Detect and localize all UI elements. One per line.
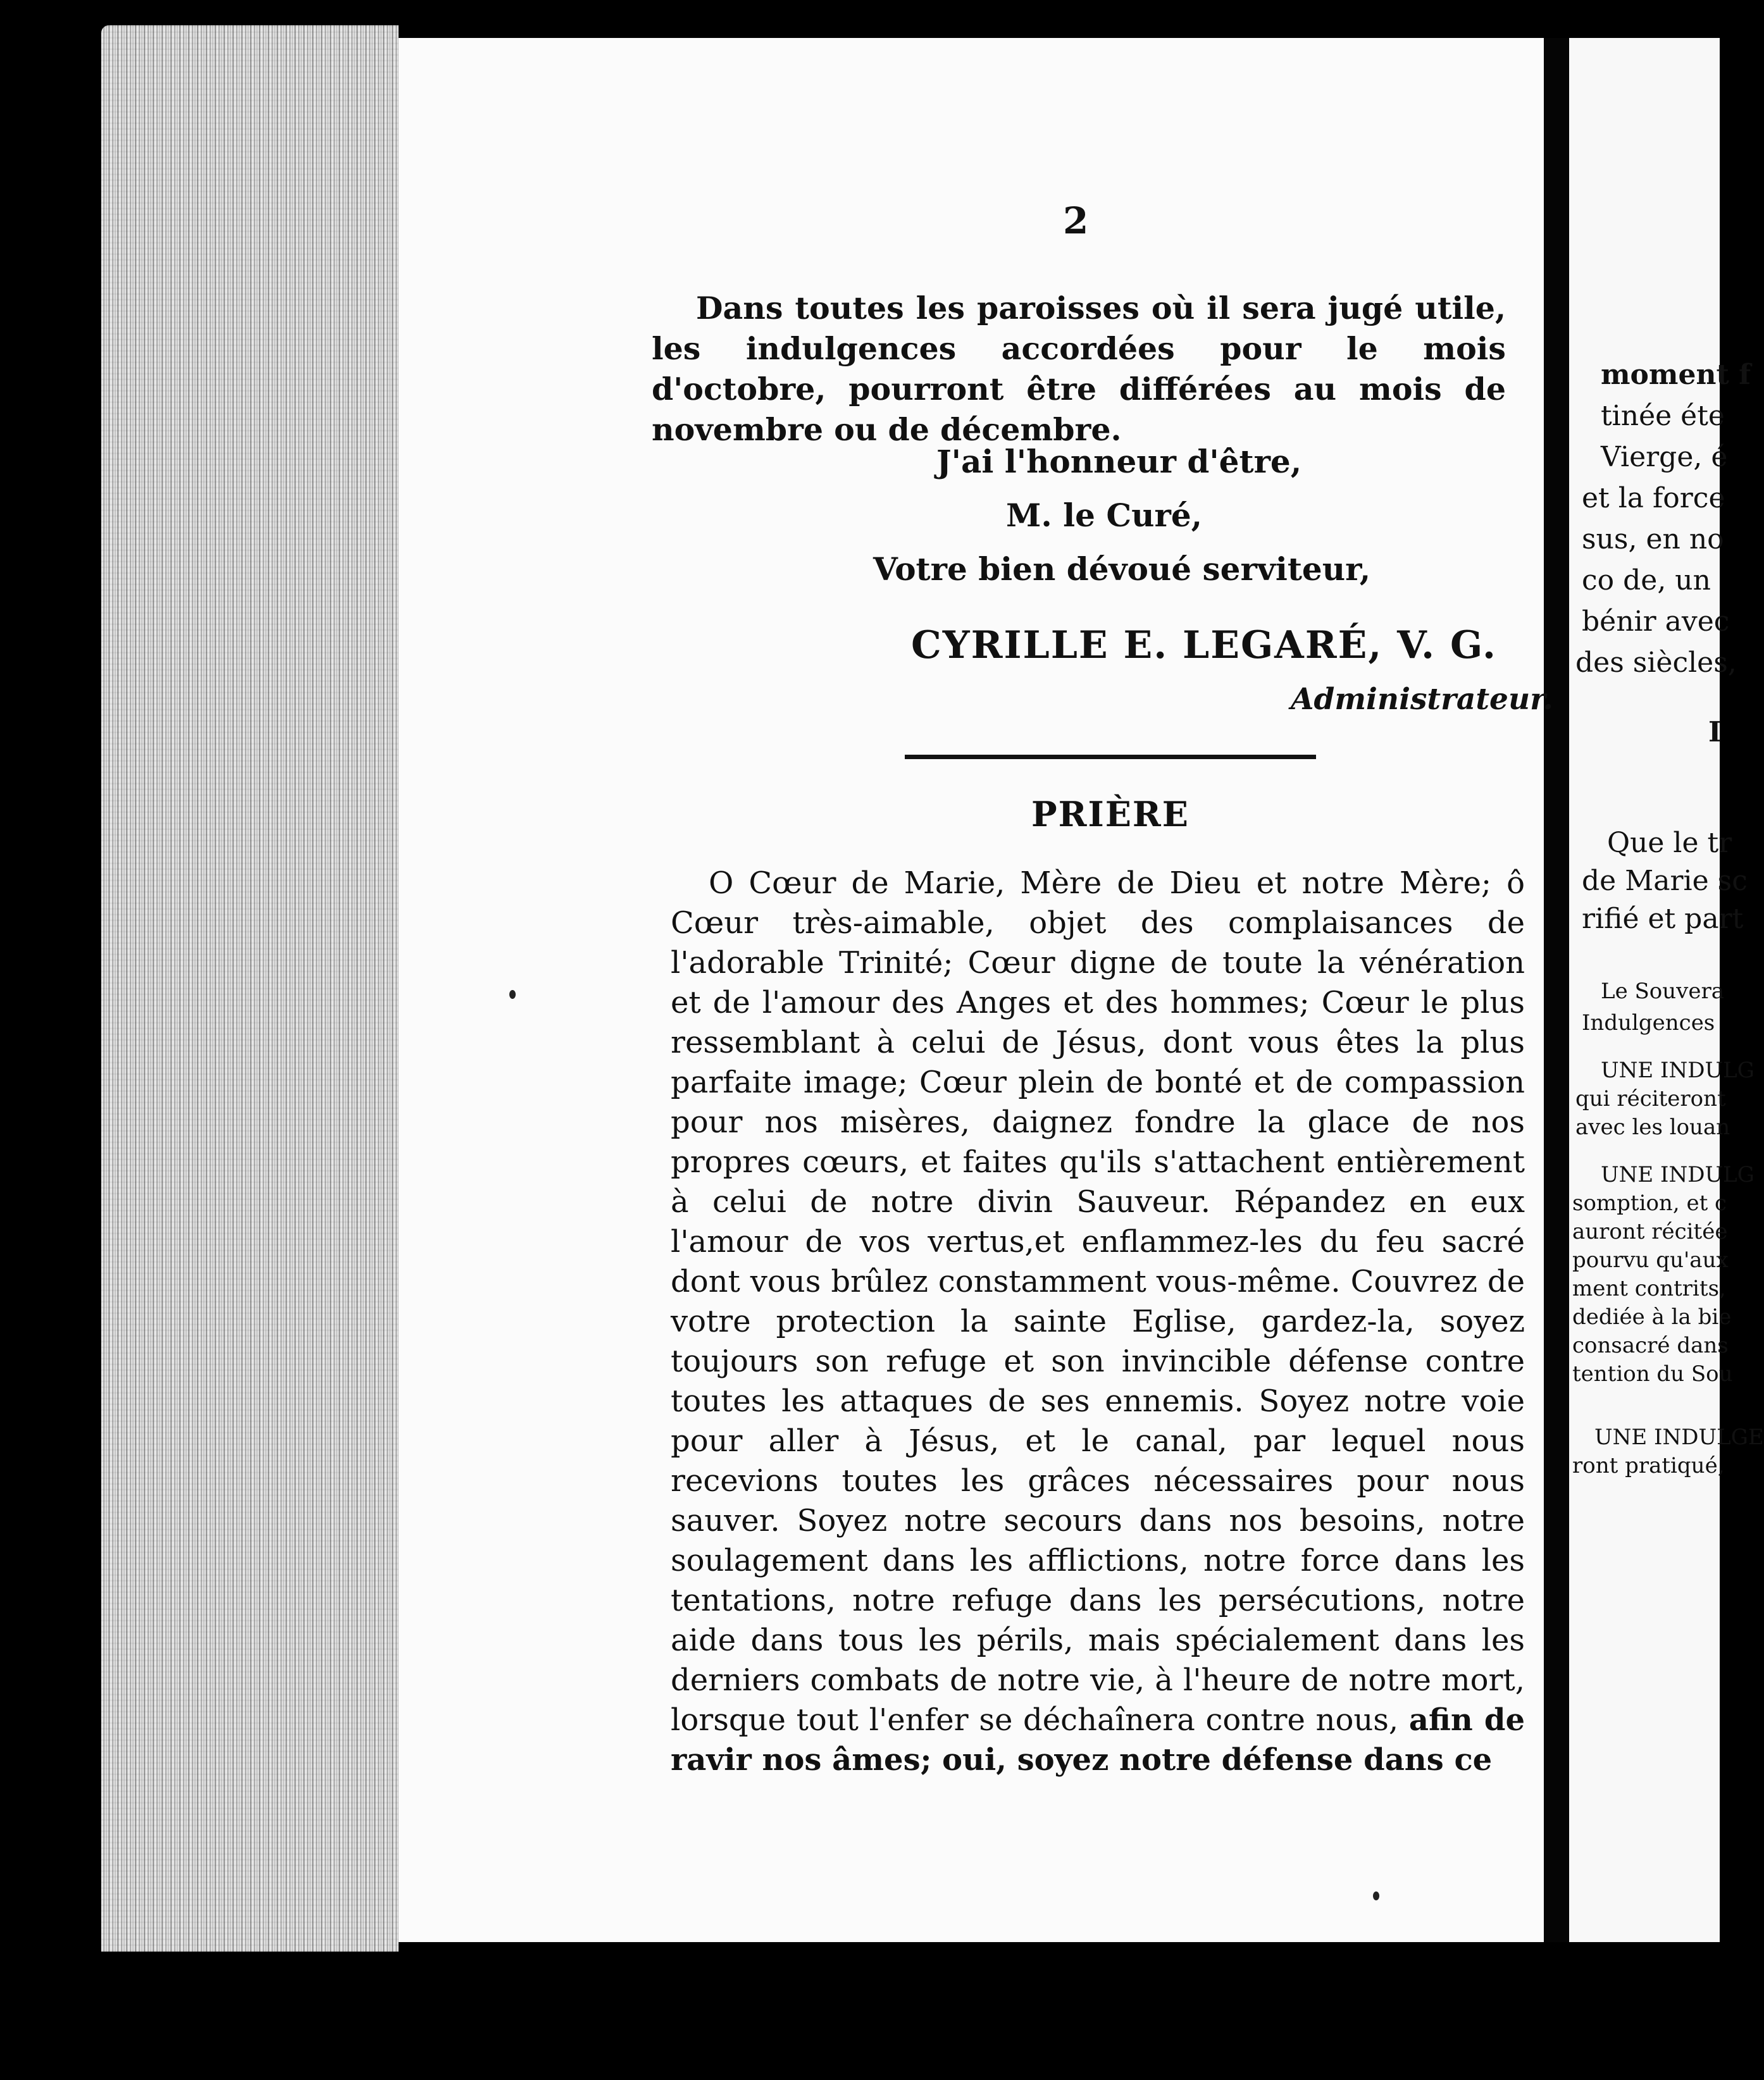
right-note: Indulgences — [1582, 1010, 1715, 1036]
closing-line-3: Votre bien dévoué serviteur, — [873, 550, 1371, 588]
right-line: moment f — [1601, 359, 1751, 391]
prayer-body-end: afin de ravir nos âmes; oui, soyez notre défense dans ce — [671, 1702, 1525, 1778]
right-note: UNE INDULG — [1601, 1162, 1755, 1187]
intro-paragraph: Dans toutes les paroisses où il sera jugé utile, les indulgences accordées pour le mois d'octobre, pourront être différées au mois de novembre ou de décembre. — [652, 290, 1506, 448]
right-line: bénir avec — [1582, 605, 1730, 638]
right-line: et la force — [1582, 482, 1725, 514]
right-note: consacré dans — [1572, 1333, 1729, 1358]
book-gutter — [1544, 38, 1569, 1942]
right-line: Vierge, é — [1601, 441, 1728, 473]
scan-speck — [1373, 1891, 1379, 1900]
prayer-text — [671, 864, 1525, 1780]
right-note: somption, et c — [1572, 1191, 1727, 1216]
closing-line-2: M. le Curé, — [1006, 497, 1203, 534]
right-note: ment contrits, — [1572, 1276, 1726, 1301]
right-note: qui réciteront — [1575, 1086, 1726, 1111]
page-number: 2 — [1063, 199, 1089, 242]
right-note: tention du Sou — [1572, 1361, 1733, 1387]
right-note: ront pratiqué, — [1572, 1453, 1725, 1478]
right-page — [1569, 38, 1764, 1942]
right-line: des siècles, — [1575, 647, 1737, 679]
right-line: co de, un — [1582, 564, 1711, 597]
closing-line-1: J'ai l'honneur d'être, — [936, 443, 1302, 480]
right-line: sus, en no — [1582, 523, 1724, 555]
signature-title: Administrateur. — [1291, 682, 1553, 717]
right-note: Le Souvera — [1601, 979, 1725, 1004]
right-heading-fragment: I — [1708, 716, 1722, 748]
right-note: dediée à la bie — [1572, 1304, 1732, 1330]
right-line: de Marie sc — [1582, 865, 1748, 897]
prayer-body: O Cœur de Marie, Mère de Dieu et notre Mère; ô Cœur très-aimable, objet des complaisances de l'adorable Trinité; Cœur digne de toute la vénération et de l'amour des Anges et des hommes; Cœur le plus ressemblant à celui de Jésus, dont vous êtes la plus parfaite image; Cœur plein de bonté et de compassion pour nos misères, daignez fondre la glace de nos propres cœurs, et faites qu'ils s'attachent entièrement à celui de notre divin Sauveur. Répandez en eux l'amour de vos vertus,et enflammez-les du feu sacré dont vous brûlez constamment vous-même. Couvrez de votre protection la sainte Eglise, gardez-la, soyez toujours son refuge et son invincible défense contre toutes les attaques de ses ennemis. Soyez notre voie pour aller à Jésus, et le canal, par lequel nous recevions toutes les grâces nécessaires pour nous sauver. Soyez notre secours dans nos besoins, notre soulagement dans les afflictions, notre force dans les tentations, notre refuge dans les persécutions, notre aide dans tous les périls, mais spécialement dans les derniers combats de notre vie, à l'heure de notre mort, lorsque tout l'enfer se déchaînera contre nous, — [671, 865, 1525, 1738]
scan-speck — [509, 990, 516, 999]
book-page-edges — [101, 25, 399, 1952]
right-note: UNE INDULG — [1601, 1058, 1755, 1083]
right-note: avec les louan — [1575, 1115, 1730, 1140]
right-line: tinée éte — [1601, 400, 1725, 432]
right-note: UNE INDULGE — [1594, 1425, 1764, 1450]
right-note: pourvu qu'aux — [1572, 1247, 1729, 1273]
prayer-heading: PRIÈRE — [1031, 794, 1189, 834]
right-line: Que le tr — [1607, 827, 1732, 859]
right-note: auront récitée — [1572, 1219, 1728, 1244]
section-divider — [905, 755, 1316, 759]
right-line: rifié et part — [1582, 903, 1744, 935]
signature-name: CYRILLE E. LEGARÉ, V. G. — [911, 623, 1497, 667]
